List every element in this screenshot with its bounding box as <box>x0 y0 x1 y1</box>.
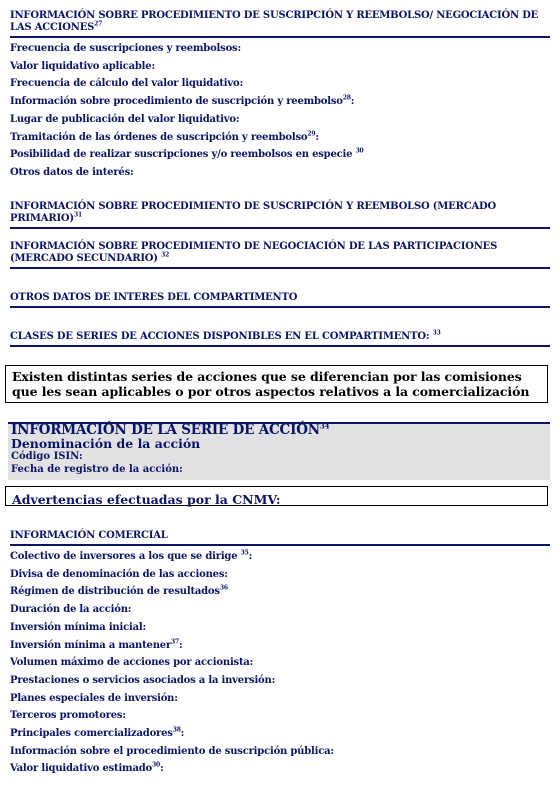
field-label-suffix: : <box>178 639 183 651</box>
serie-denominacion: Denominación de la acción <box>11 436 201 451</box>
section-heading-clases-series <box>10 331 550 347</box>
footnote-ref: 37 <box>171 638 179 646</box>
field-label-text: Principales comercializadores <box>10 728 173 739</box>
section-heading-informacion-comercial <box>10 530 550 546</box>
field-label <box>10 763 550 775</box>
section-heading-suscripcion-negociacion <box>10 10 550 38</box>
field-label-suffix: : <box>180 728 185 739</box>
section-heading-mercado-primario <box>10 201 550 229</box>
notice-box <box>5 365 548 403</box>
section-title: INFORMACIÓN SOBRE PROCEDIMIENTO DE SUSCRIPCIÓN Y REEMBOLSO (MERCADO PRIMARIO) <box>10 201 496 224</box>
field-label <box>10 675 550 687</box>
field-label <box>10 622 550 634</box>
footnote-ref: 34 <box>319 421 330 431</box>
notice-text: Existen distintas series de acciones que se diferencian por las comisiones que les sean aplicables o por otros aspectos relativos a la comercialización <box>12 369 530 399</box>
field-label <box>10 96 550 108</box>
section-title: INFORMACIÓN COMERCIAL <box>10 530 168 541</box>
field-label <box>10 746 550 758</box>
field-label <box>10 132 550 144</box>
field-label <box>10 586 550 598</box>
field-label-text: Divisa de denominación de las acciones: <box>10 568 228 580</box>
field-label <box>10 693 550 705</box>
field-label-suffix: : <box>350 96 355 108</box>
section-heading-mercado-secundario <box>10 241 550 269</box>
footnote-ref: 28 <box>342 94 351 102</box>
field-label <box>10 149 550 161</box>
field-label-suffix: : <box>159 763 164 775</box>
footnote-ref: 32 <box>161 251 170 259</box>
field-label-text: Terceros promotores: <box>10 710 126 722</box>
field-label <box>10 61 550 73</box>
field-label-text: Información sobre el procedimiento de suscripción pública: <box>10 745 334 757</box>
field-label <box>10 551 550 563</box>
field-label-text: Inversión mínima a mantener <box>10 639 172 651</box>
field-label-text: Inversión mínima inicial: <box>10 621 146 633</box>
advertencias-box <box>5 486 548 506</box>
footnote-ref: 31 <box>73 211 82 219</box>
serie-isin: Código ISIN: <box>11 451 83 462</box>
section-title: INFORMACIÓN SOBRE PROCEDIMIENTO DE SUSCRIPCIÓN Y REEMBOLSO/ NEGOCIACIÓN DE LAS ACCIONES <box>10 10 539 33</box>
serie-fecha-registro: Fecha de registro de la acción: <box>11 464 183 475</box>
footnote-ref: 30 <box>355 147 364 155</box>
field-label-text: Otros datos de interés: <box>10 166 134 178</box>
footnote-ref: 38 <box>172 726 181 734</box>
field-label <box>10 43 550 55</box>
field-label-text: Frecuencia de cálculo del valor liquidativo: <box>10 78 243 90</box>
section-title: CLASES DE SERIES DE ACCIONES DISPONIBLES EN EL COMPARTIMENTO: <box>10 331 433 342</box>
field-label-text: Frecuencia de suscripciones y reembolsos: <box>10 43 241 54</box>
field-label-text: Posibilidad de realizar suscripciones y/o reembolsos en especie <box>10 149 356 161</box>
field-label <box>10 640 550 652</box>
field-label-text: Duración de la acción: <box>10 604 132 616</box>
field-label <box>10 569 550 581</box>
field-label-text: Información sobre procedimiento de suscripción y reembolso <box>10 96 343 108</box>
field-label-text: Prestaciones o servicios asociados a la inversión: <box>10 674 276 686</box>
field-label-text: Volumen máximo de acciones por accionista: <box>10 657 254 669</box>
field-label <box>10 167 550 179</box>
field-label-suffix: : <box>248 551 253 562</box>
section-heading-otros-datos <box>10 292 550 308</box>
field-label-text: Planes especiales de inversión: <box>10 692 178 704</box>
field-label <box>10 78 550 90</box>
advertencias-text: Advertencias efectuadas por la CNMV: <box>12 492 281 507</box>
field-label-text: Tramitación de las órdenes de suscripción y reembolso <box>10 131 308 143</box>
field-label <box>10 114 550 126</box>
footnote-ref: 27 <box>94 20 103 28</box>
field-label-text: Valor liquidativo estimado <box>10 763 152 775</box>
field-label <box>10 657 550 669</box>
footnote-ref: 36 <box>219 585 228 593</box>
field-label <box>10 604 550 616</box>
field-label-text: Lugar de publicación del valor liquidativo: <box>10 113 240 125</box>
section-title: OTROS DATOS DE INTERES DEL COMPARTIMENTO <box>10 292 298 303</box>
field-label <box>10 728 550 740</box>
field-label-suffix: : <box>315 131 319 143</box>
footnote-ref: 33 <box>432 329 441 337</box>
footnote-ref: 29 <box>307 130 316 138</box>
field-label <box>10 710 550 722</box>
serie-title: INFORMACIÓN DE LA SERIE DE ACCIÓN$^{34}$ <box>11 421 330 438</box>
section-title: INFORMACIÓN SOBRE PROCEDIMIENTO DE NEGOCIACIÓN DE LAS PARTICIPACIONES (MERCADO SECUNDARIO) <box>10 241 498 264</box>
footnote-ref: 30 <box>151 762 160 770</box>
field-label-text: Colectivo de inversores a los que se dirige <box>10 551 241 562</box>
footnote-ref: 35 <box>240 549 249 557</box>
field-label-text: Valor liquidativo aplicable: <box>10 60 155 72</box>
field-label-text: Régimen de distribución de resultados <box>10 586 220 598</box>
